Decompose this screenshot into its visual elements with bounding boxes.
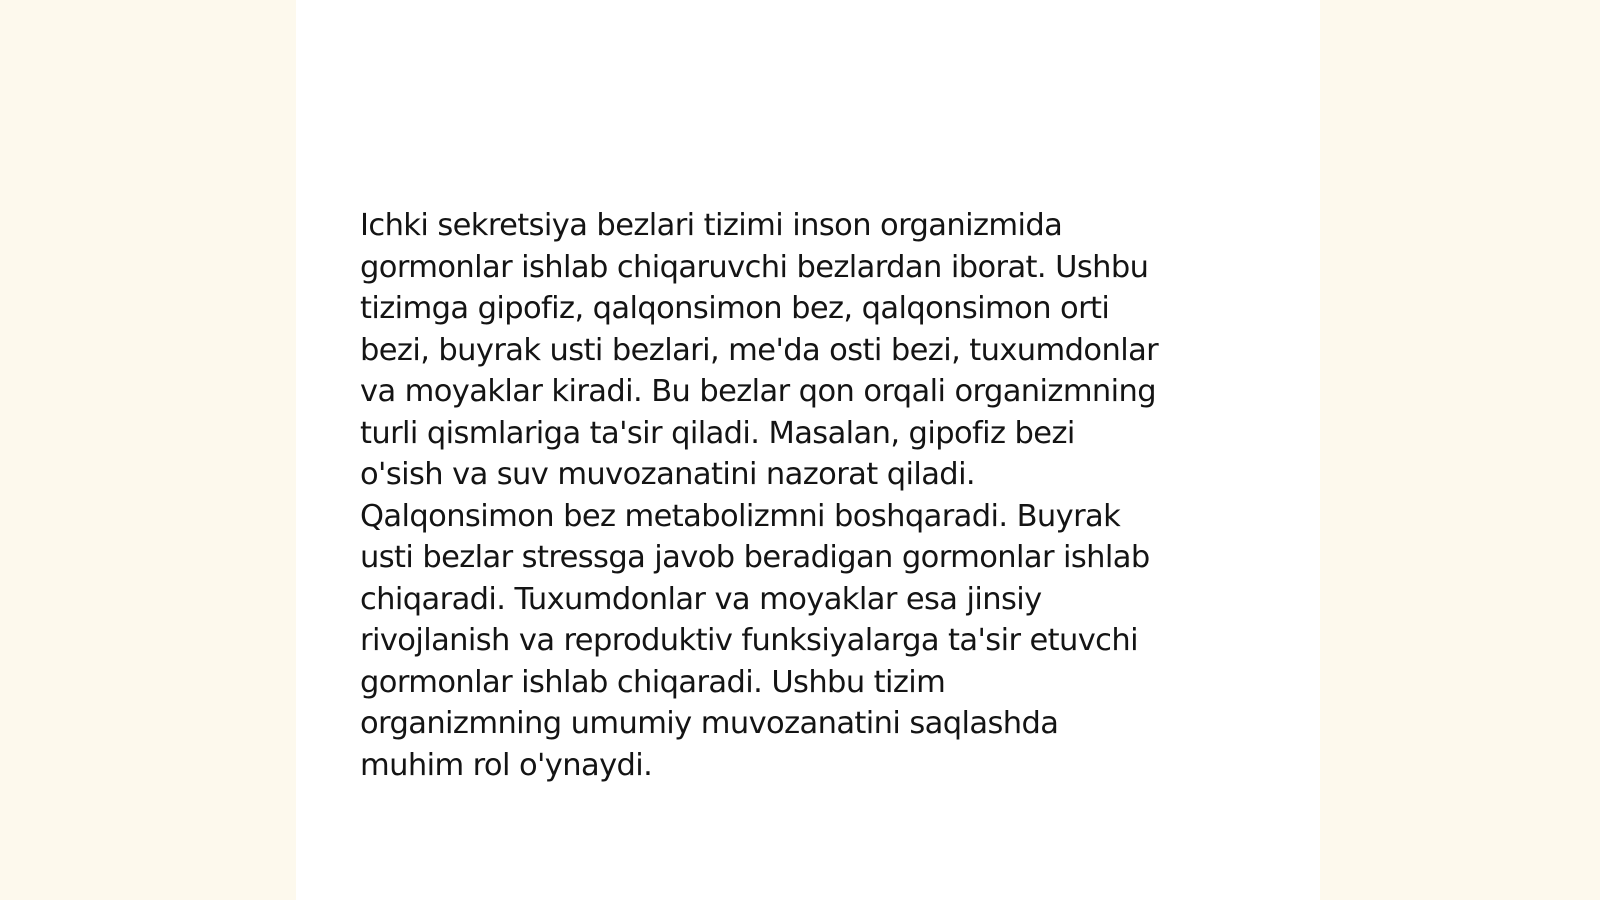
body-paragraph: Ichki sekretsiya bezlari tizimi inson organizmida gormonlar ishlab chiqaruvchi bezlardan iborat. Ushbu tizimga gipofiz, qalqonsimon bez, qalqonsimon orti bezi, buyrak usti bezlari, me'da osti bezi, tuxumdonlar va moyaklar kiradi. Bu bezlar qon orqali organizmning turli qismlariga ta'sir qiladi. Masalan, gipofiz bezi o'sish va suv muvozanatini nazorat qiladi. Qalqonsimon bez metabolizmni boshqaradi. Buyrak usti bezlar stressga javob beradigan gormonlar ishlab chiqaradi. Tuxumdonlar va moyaklar esa jinsiy rivojlanish va reproduktiv funksiyalarga ta'sir etuvchi gormonlar ishlab chiqaradi. Ushbu tizim organizmning umumiy muvozanatini saqlashda muhim rol o'ynaydi. xyxy=(360,208,1159,783)
document-page xyxy=(296,0,1320,900)
